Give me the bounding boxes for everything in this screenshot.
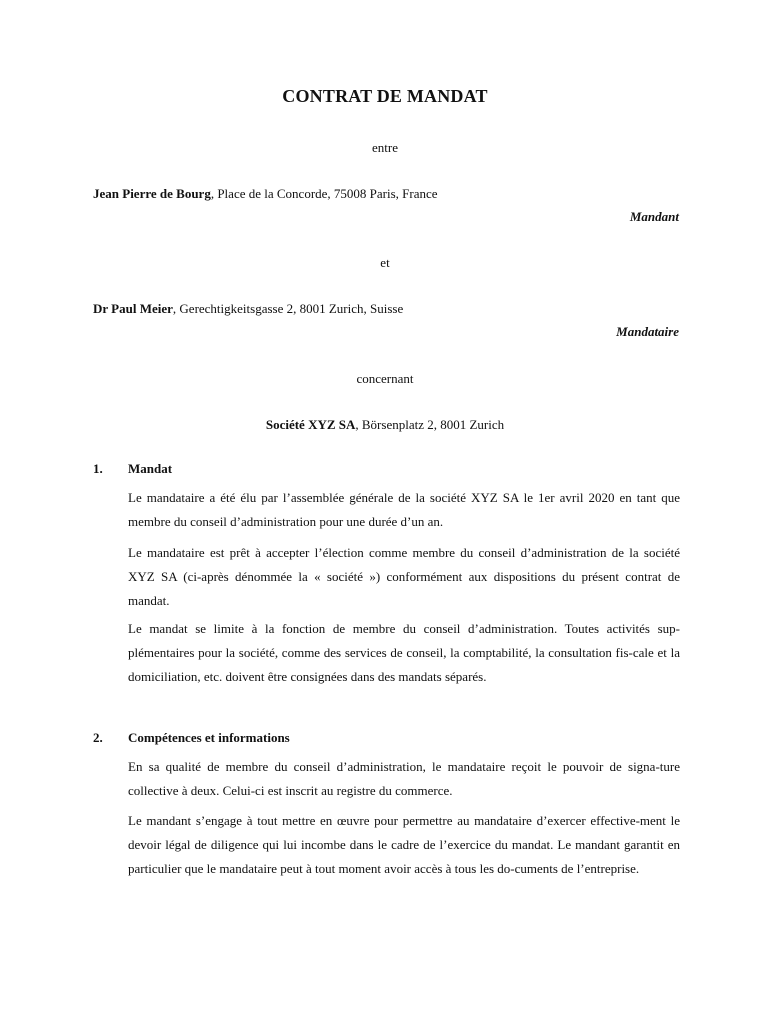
document-title: CONTRAT DE MANDAT xyxy=(282,86,488,106)
party2-address: , Gerechtigkeitsgasse 2, 8001 Zurich, Suisse xyxy=(172,301,404,316)
section-1-number: 1. xyxy=(93,461,103,476)
company-line xyxy=(0,417,770,433)
party1-line xyxy=(93,186,693,202)
company-name: Société XYZ SA xyxy=(265,417,356,432)
section-2-number: 2. xyxy=(93,730,103,745)
section-1-paragraph-2: Le mandataire est prêt à accepter l’élection comme membre du conseil d’administration de la société XYZ SA (ci-après dénommée la « société ») conformément aux dispositions du présent contrat de mandat. xyxy=(128,545,680,608)
company-address: , Börsenplatz 2, 8001 Zurich xyxy=(355,417,505,432)
section-2-title: Compétences et informations xyxy=(128,730,290,745)
concerning-label: concernant xyxy=(356,371,414,386)
section-1-heading xyxy=(93,461,683,477)
section-1-paragraph-1: Le mandataire a été élu par l’assemblée générale de la société XYZ SA le 1er avril 2020 en tant que membre du conseil d’administration pour une durée d’un an. xyxy=(128,490,680,529)
and-label: et xyxy=(380,255,390,270)
party1-role: Mandant xyxy=(629,209,679,224)
party2-role: Mandataire xyxy=(616,324,679,339)
party1-name: Jean Pierre de Bourg xyxy=(93,186,211,201)
section-1-title: Mandat xyxy=(128,461,173,476)
party2-name: Dr Paul Meier xyxy=(93,301,173,316)
section-1-paragraph-3: Le mandat se limite à la fonction de membre du conseil d’administration. Toutes activités sup-plémentaires pour la société, comme des services de conseil, la comptabilité, la consultation fis-cale et la domiciliation, etc. doivent être consignées dans des mandats séparés. xyxy=(128,621,680,684)
party2-line xyxy=(93,301,693,317)
party1-address: , Place de la Concorde, 75008 Paris, France xyxy=(210,186,438,201)
section-2-paragraph-1: En sa qualité de membre du conseil d’administration, le mandataire reçoit le pouvoir de signa-ture collective à deux. Celui-ci est inscrit au registre du commerce. xyxy=(128,759,680,798)
section-2-paragraph-2: Le mandant s’engage à tout mettre en œuvre pour permettre au mandataire d’exercer effective-ment le devoir légal de diligence qui lui incombe dans le cadre de l’exercice du mandat. Le mandant garantit en particulier que le mandataire peut à tout moment avoir accès à tous les do-cuments de l’entreprise. xyxy=(128,813,680,876)
section-2-heading xyxy=(93,730,683,746)
between-label: entre xyxy=(372,140,398,155)
